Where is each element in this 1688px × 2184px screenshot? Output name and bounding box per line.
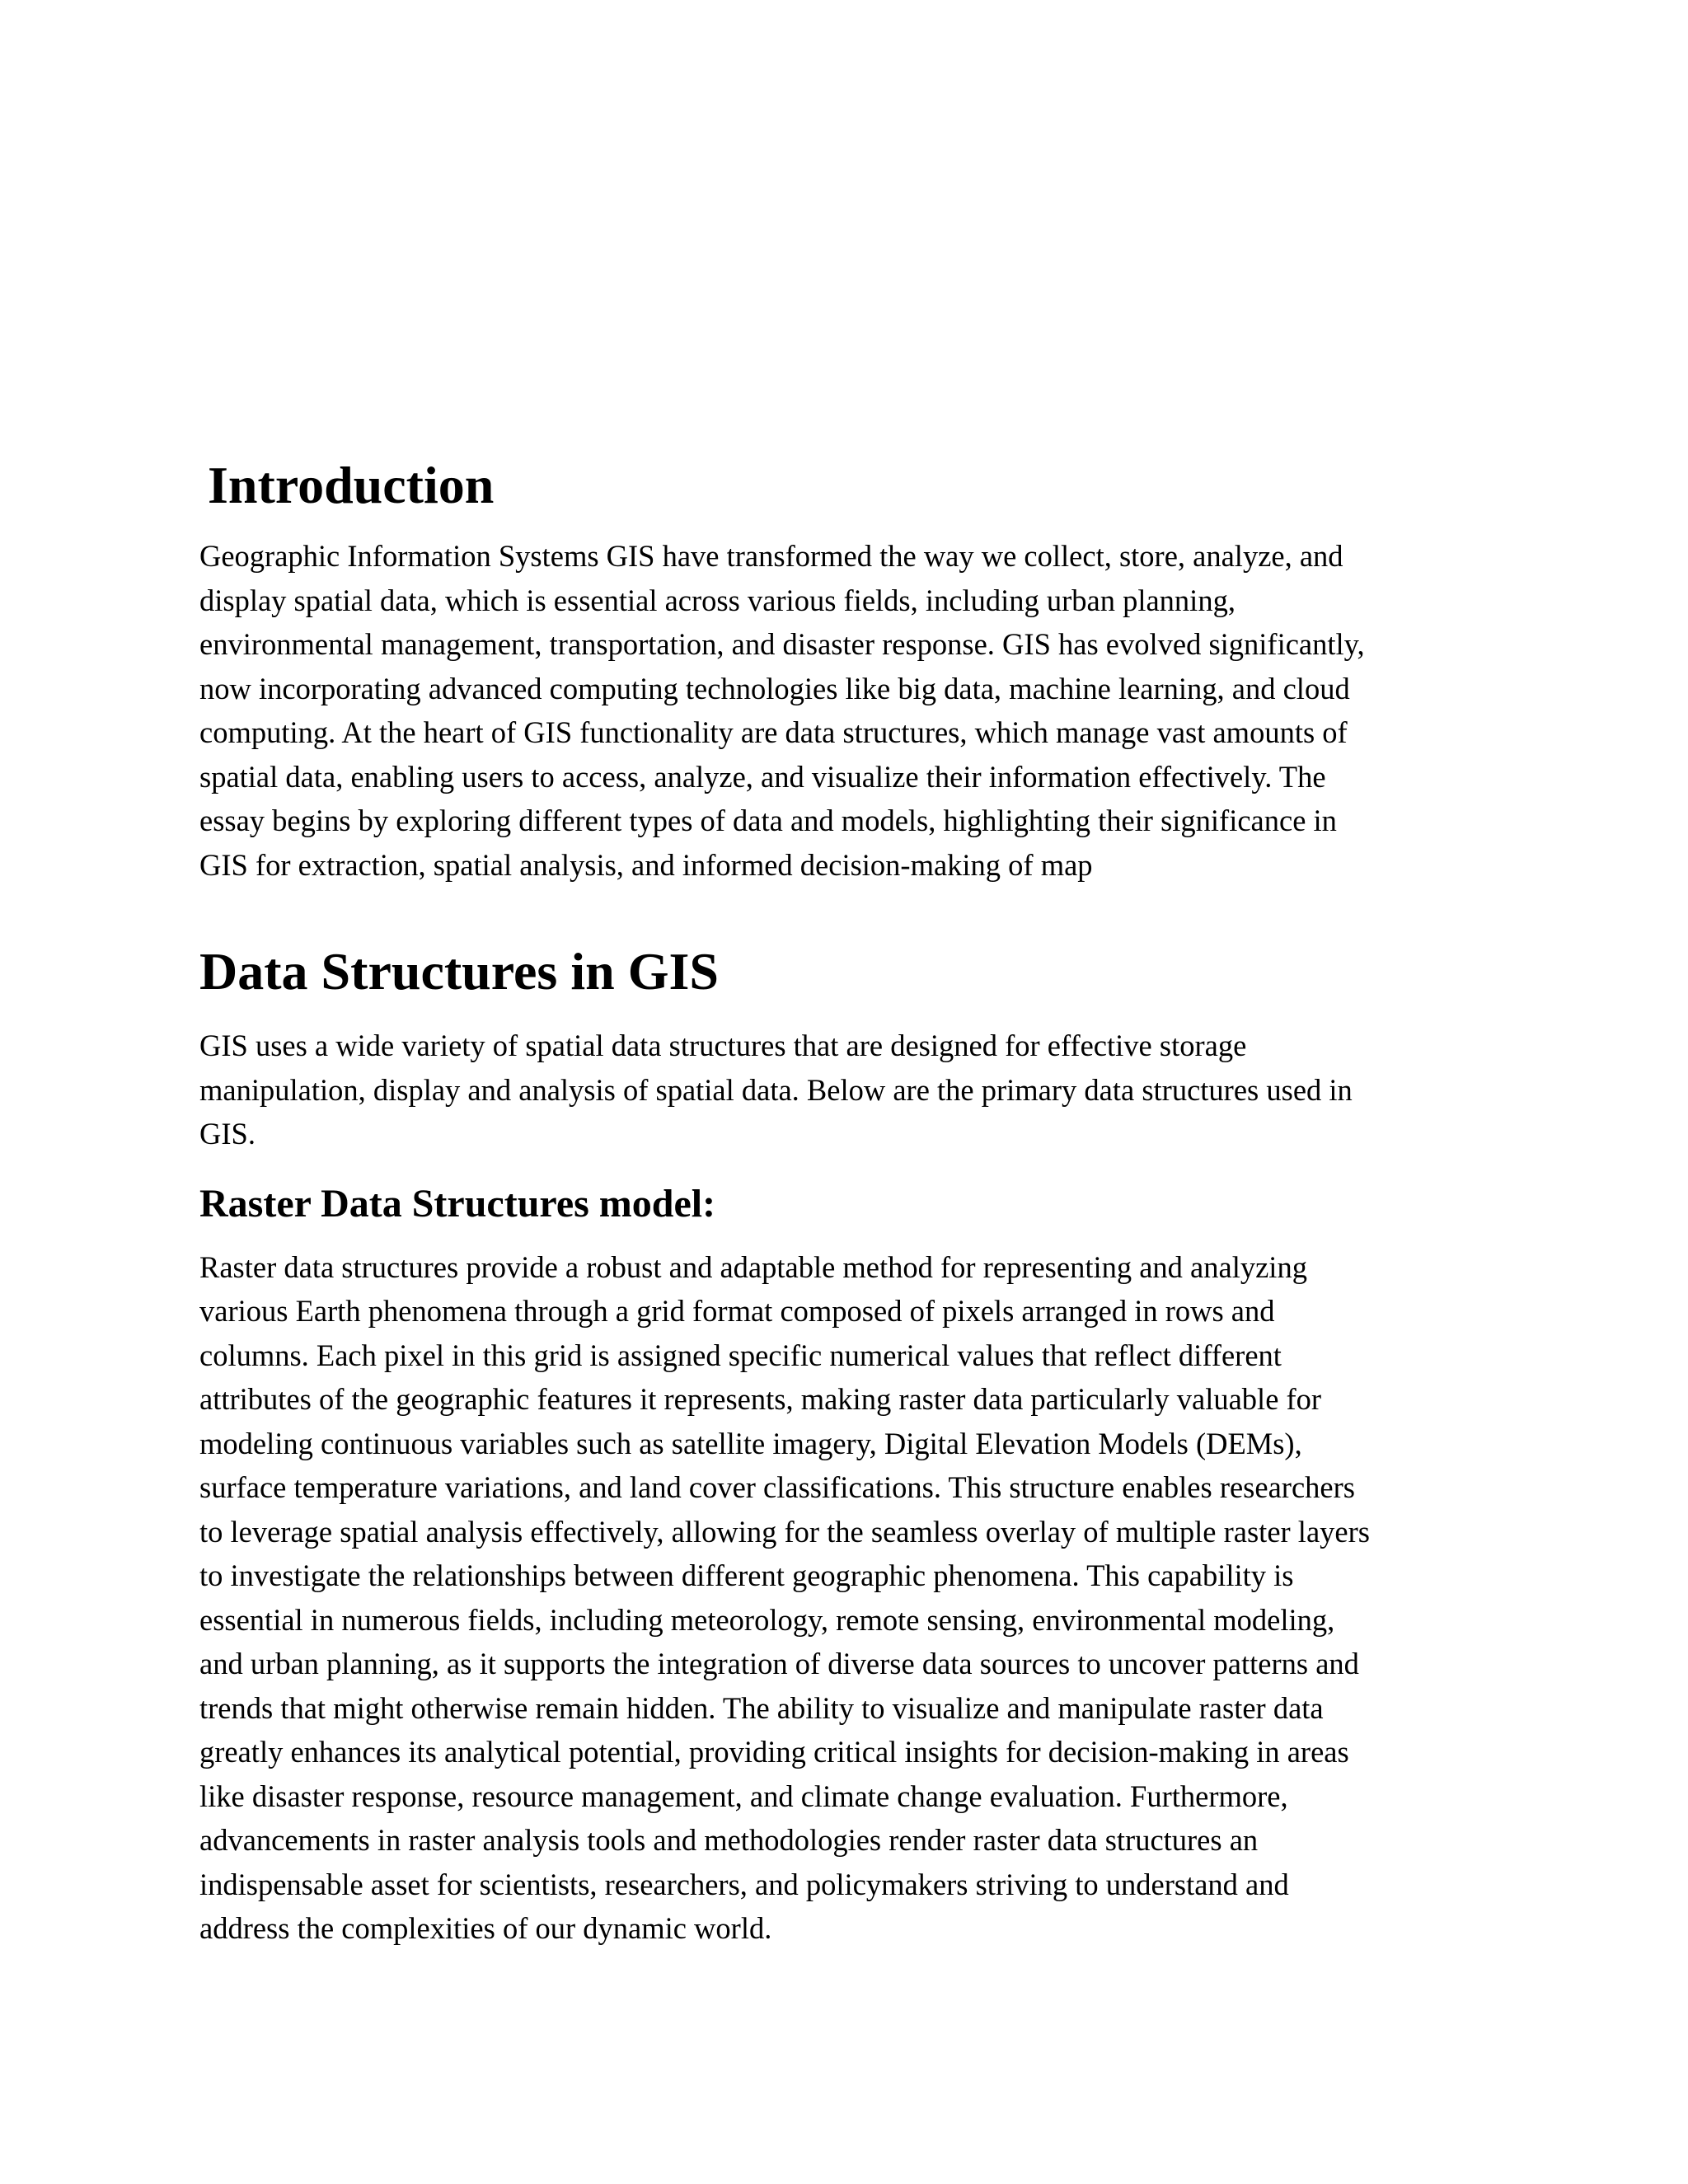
paragraph-line: modeling continuous variables such as satellite imagery, Digital Elevation Models (DEMs), — [199, 1426, 1302, 1460]
paragraph-line: manipulation, display and analysis of spatial data. Below are the primary data structures used in — [199, 1072, 1353, 1107]
paragraph-line: attributes of the geographic features it represents, making raster data particularly valuable for — [199, 1382, 1322, 1416]
paragraph-line: essay begins by exploring different types of data and models, highlighting their significance in — [199, 804, 1337, 837]
paragraph-line: spatial data, enabling users to access, analyze, and visualize their information effectively. The — [199, 759, 1326, 794]
paragraph-line: trends that might otherwise remain hidden. The ability to visualize and manipulate raster data — [199, 1690, 1324, 1725]
paragraph-line: Geographic Information Systems GIS have transformed the way we collect, store, analyze, and — [199, 539, 1343, 573]
spacer — [199, 1005, 1518, 1024]
data-structures-paragraph — [199, 1024, 1518, 1156]
paragraph-line: indispensable asset for scientists, researchers, and policymakers striving to understand and — [199, 1867, 1289, 1901]
paragraph-line: now incorporating advanced computing technologies like big data, machine learning, and cloud — [199, 671, 1350, 705]
subsection-heading-raster: Raster Data Structures model: — [199, 1181, 716, 1226]
document-content — [199, 452, 1518, 1951]
paragraph-line: and urban planning, as it supports the integration of diverse data sources to uncover patterns and — [199, 1647, 1359, 1680]
paragraph-line: GIS for extraction, spatial analysis, and informed decision-making of map — [199, 847, 1093, 882]
paragraph-line: Raster data structures provide a robust and adaptable method for representing and analyzing — [199, 1249, 1307, 1284]
spacer — [199, 1156, 1518, 1179]
paragraph-line: to leverage spatial analysis effectively, allowing for the seamless overlay of multiple raster layers — [199, 1514, 1370, 1549]
spacer — [199, 1229, 1518, 1245]
paragraph-line: to investigate the relationships between different geographic phenomena. This capability is — [199, 1558, 1294, 1592]
intro-paragraph — [199, 534, 1518, 887]
paragraph-line: environmental management, transportation, and disaster response. GIS has evolved significantly, — [199, 627, 1365, 661]
paragraph-line: surface temperature variations, and land cover classifications. This structure enables researchers — [199, 1470, 1355, 1504]
section-heading-introduction: Introduction — [208, 456, 495, 514]
paragraph-line: GIS uses a wide variety of spatial data structures that are designed for effective storage — [199, 1029, 1247, 1062]
spacer — [199, 887, 1518, 938]
paragraph-line: like disaster response, resource management, and climate change evaluation. Furthermore, — [199, 1779, 1288, 1813]
spacer — [199, 519, 1518, 534]
paragraph-line: GIS. — [199, 1117, 256, 1151]
paragraph-line: essential in numerous fields, including meteorology, remote sensing, environmental modeling, — [199, 1602, 1335, 1637]
paragraph-line: greatly enhances its analytical potential, providing critical insights for decision-making in areas — [199, 1735, 1349, 1769]
paragraph-line: computing. At the heart of GIS functionality are data structures, which manage vast amounts of — [199, 715, 1348, 749]
paragraph-line: columns. Each pixel in this grid is assigned specific numerical values that reflect different — [199, 1338, 1282, 1372]
paragraph-line: display spatial data, which is essential across various fields, including urban planning, — [199, 583, 1236, 617]
raster-paragraph — [199, 1245, 1518, 1951]
paragraph-line: address the complexities of our dynamic world. — [199, 1911, 772, 1945]
paragraph-line: advancements in raster analysis tools and methodologies render raster data structures an — [199, 1823, 1259, 1857]
paragraph-line: various Earth phenomena through a grid format composed of pixels arranged in rows and — [199, 1294, 1275, 1328]
section-heading-data-structures: Data Structures in GIS — [199, 942, 719, 1001]
